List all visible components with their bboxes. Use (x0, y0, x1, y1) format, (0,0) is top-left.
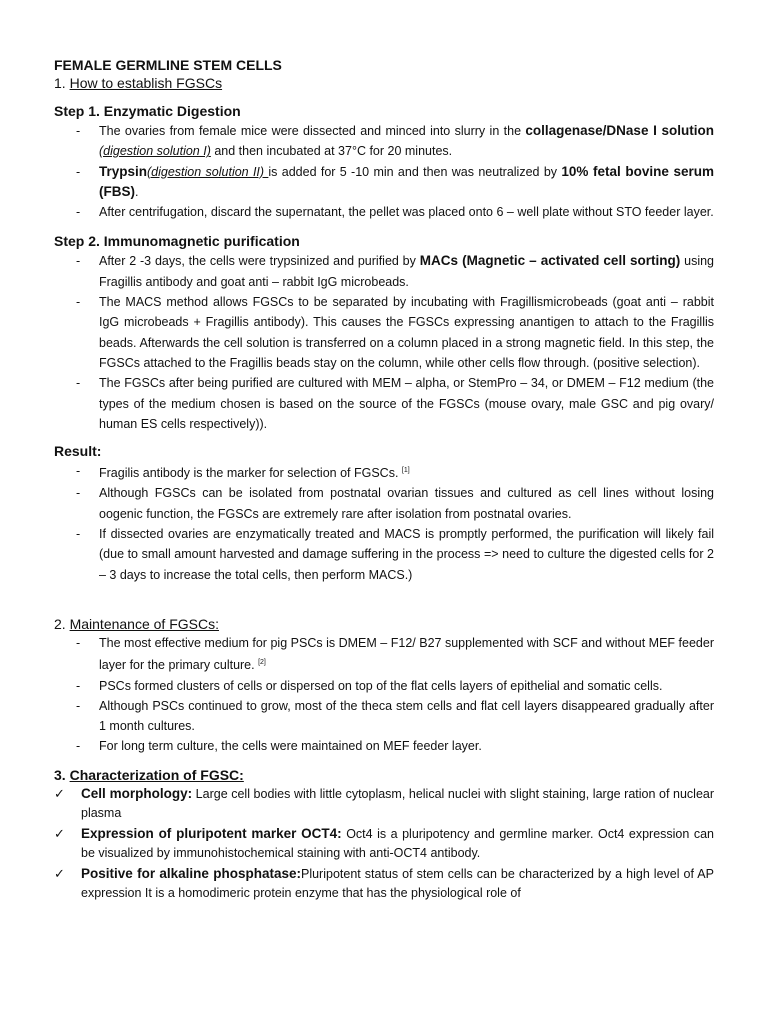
text-run: Oct4 is a pluripotency and germline marker. Oct4 expression can be visualized by immunohistochemical staining with anti-OCT4 antibody. (81, 826, 714, 861)
section-3-heading (54, 766, 714, 784)
result-list (54, 461, 714, 585)
text-run: The most effective medium for pig PSCs is DMEM – F12/ B27 supplemented with SCF and without MEF feeder layer for the primary culture. (99, 635, 714, 673)
bold-term: Positive for alkaline phosphatase: (81, 865, 301, 881)
bold-term: Trypsin (99, 163, 148, 179)
section-3-title: Characterization of FGSC: (69, 766, 244, 783)
list-item: - After centrifugation, discard the supernatant, the pellet was placed onto 6 – well plate without STO feeder layer. (54, 202, 714, 222)
document-title: FEMALE GERMLINE STEM CELLS (54, 57, 282, 73)
list-item (54, 251, 714, 292)
text-run: and then incubated at 37°C for 20 minutes. (210, 144, 453, 159)
bold-term: Cell morphology: (81, 785, 193, 801)
bold-term: 10% fetal bovine serum (FBS) (99, 163, 714, 199)
section-2-number: 2. (54, 615, 70, 632)
section-2-title: Maintenance of FGSCs: (69, 615, 219, 632)
text-run: Fragilis antibody is the marker for selection of FGSCs. (99, 466, 402, 481)
list-item (54, 121, 714, 162)
section-1-title: How to establish FGSCs (69, 75, 223, 91)
list-item: - If dissected ovaries are enzymatically treated and MACS is promptly performed, the purification will likely fail (due to small amount harvested and damage suffering in the process => need to culture the digested cells for 2 – 3 days to increase the total cells, then perform MACS.) (54, 524, 714, 585)
section-2-list (54, 633, 714, 757)
text-run: using Fragillis antibody and goat anti – rabbit IgG microbeads. (99, 254, 715, 289)
checkmark-icon: ✓ (54, 785, 65, 801)
italic-term: (digestion solution I) (99, 144, 211, 159)
italic-term: (digestion solution II) (147, 164, 269, 179)
list-item: - PSCs formed clusters of cells or dispersed on top of the flat cells layers of epithelial and somatic cells. (54, 676, 714, 696)
text-run: Large cell bodies with little cytoplasm, helical nuclei with slight staining, large ration of nuclear plasma (81, 786, 715, 821)
list-item (54, 461, 714, 483)
step-1-heading: Step 1. Enzymatic Digestion (54, 103, 241, 119)
step-1-list (54, 121, 714, 222)
list-item: - For long term culture, the cells were maintained on MEF feeder layer. (54, 736, 714, 756)
text-run: After 2 -3 days, the cells were trypsinized and purified by (99, 254, 420, 269)
result-heading: Result: (54, 443, 102, 460)
list-item (54, 162, 714, 203)
citation-ref: [1] (401, 467, 410, 475)
step-2-heading: Step 2. Immunomagnetic purification (54, 233, 300, 250)
text-run: is added for 5 -10 min and then was neutralized by (268, 164, 562, 179)
list-item: - The FGSCs after being purified are cultured with MEM – alpha, or StemPro – 34, or DMEM – F12 medium (the types of the medium chosen is based on the source of the FGSCs (mouse ovary, male GSC and pig ovary/ human ES cells respectively)). (54, 373, 714, 434)
list-item (54, 784, 714, 824)
checkmark-icon: ✓ (54, 865, 65, 881)
text-run: The ovaries from female mice were dissected and minced into slurry in the (99, 124, 526, 138)
list-item: - Although FGSCs can be isolated from postnatal ovarian tissues and cultured as cell lines without losing oogenic function, the FGSCs are extremely rare after isolation from postnatal ovaries. (54, 483, 714, 524)
section-1-heading (54, 74, 714, 92)
list-item (54, 633, 714, 676)
bold-term: collagenase/DNase I solution (525, 123, 714, 138)
citation-ref: [2] (258, 659, 266, 667)
list-item: - The MACS method allows FGSCs to be separated by incubating with Fragillismicrobeads (goat anti – rabbit IgG microbeads + Fragillis antibody). This causes the FGSCs expressing anantigen to attach to the Fragillis beads. Afterwards the cell solution is transferred on a column placed in a strong magnetic field. In this step, the FGSCs attached to the Fragillis beads stay on the column, while other cells flow through. (positive selection). (54, 292, 714, 373)
section-3-list (54, 784, 714, 904)
section-2-heading (54, 615, 714, 633)
section-1-number: 1. (54, 75, 70, 91)
list-item (54, 824, 714, 864)
checkmark-icon: ✓ (54, 825, 65, 841)
list-item: - Although PSCs continued to grow, most of the theca stem cells and flat cell layers disappeared gradually after 1 month cultures. (54, 696, 714, 737)
section-3-number: 3. (54, 766, 70, 783)
list-item (54, 864, 714, 904)
step-2-list (54, 251, 714, 434)
bold-term: Expression of pluripotent marker OCT4: (81, 825, 342, 841)
text-run: . (135, 184, 139, 199)
bold-term: MACs (Magnetic – activated cell sorting) (419, 253, 681, 269)
text-run: Pluripotent status of stem cells can be characterized by a high level of AP expression It is a homodimeric protein enzyme that has the physiological role of (81, 866, 714, 901)
